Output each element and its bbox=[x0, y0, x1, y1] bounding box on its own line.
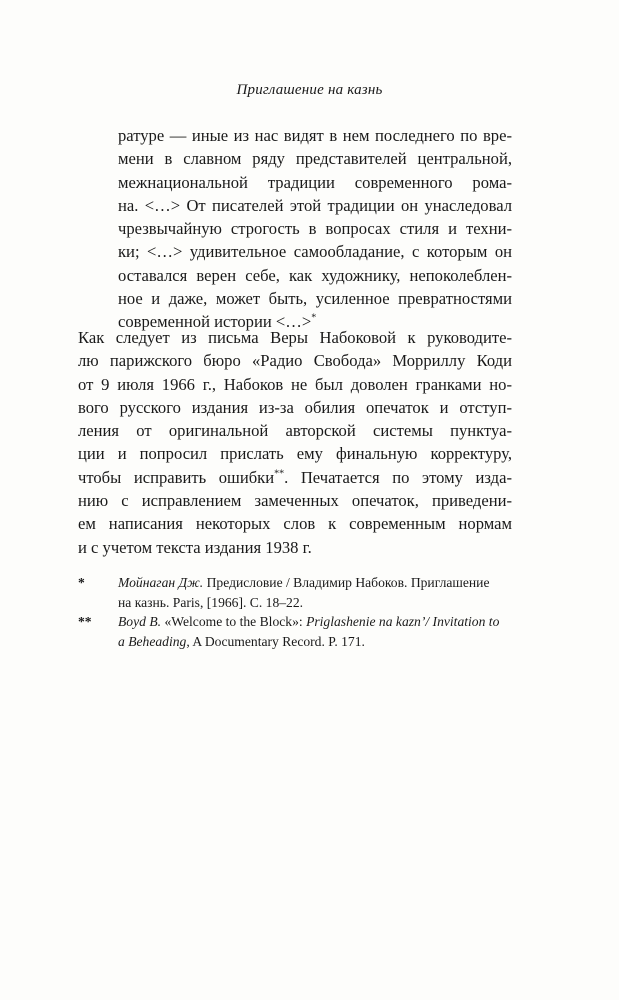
footnote-2-line2: , A Documentary Record. P. 171. bbox=[186, 633, 365, 649]
running-head: Приглашение на казнь bbox=[236, 82, 383, 98]
footnotes bbox=[78, 573, 512, 651]
footnote-2-text bbox=[118, 612, 512, 651]
body-line-2: лю парижского бюро «Радио Свобода» Морриллу Коди bbox=[78, 351, 512, 371]
footnote-2-mark: ** bbox=[78, 614, 92, 629]
quote-line-3: межнациональной традиции современного рома- bbox=[118, 172, 512, 192]
body-line-7 bbox=[78, 466, 512, 489]
footnote-1 bbox=[78, 573, 512, 612]
body-line-6: ции и попросил прислать ему финальную корректуру, bbox=[78, 444, 512, 464]
body-line-7-b: . Печатается по этому изда- bbox=[284, 467, 512, 487]
footnote-1-text bbox=[118, 573, 512, 612]
quote-line-7: оставался верен себе, как художнику, непоколеблен- bbox=[118, 265, 512, 285]
body-line-9: ем написания некоторых слов к современным нормам bbox=[78, 514, 512, 534]
quote-line-8: ное и даже, может быть, усиленное превратностями bbox=[118, 289, 512, 309]
footnote-2-title-a: Priglashenie na kazn’/ Invitation to bbox=[306, 614, 500, 629]
footnote-1-line1: Предисловие / Владимир Набоков. Приглашение bbox=[203, 575, 490, 590]
footnote-1-mark: * bbox=[78, 575, 85, 590]
quote-line-4: на. <…> От писателей этой традиции он унаследовал bbox=[118, 195, 512, 215]
footnote-ref-2[interactable]: ** bbox=[274, 468, 285, 480]
quote-line-5: чрезвычайную строгость в вопросах стиля и техни- bbox=[118, 219, 512, 239]
quote-line-6: ки; <…> удивительное самообладание, с которым он bbox=[118, 242, 512, 262]
body-paragraph bbox=[78, 326, 512, 559]
footnote-2-author: Boyd B. bbox=[118, 614, 162, 629]
quote-line-1-text: ратуре — иные из нас видят в нем последнего по вре- bbox=[118, 126, 512, 145]
body-line-4: вого русского издания из-за обилия опечаток и отступ- bbox=[78, 397, 512, 417]
body-line-3: от 9 июля 1966 г., Набоков не был доволен гранками но- bbox=[78, 374, 512, 394]
footnote-1-author: Мойнаган Дж. bbox=[118, 575, 204, 590]
footnote-2 bbox=[78, 612, 512, 651]
footnote-2-mid: «Welcome to the Block»: bbox=[161, 614, 307, 629]
body-line-7-a: чтобы исправить ошибки bbox=[78, 467, 275, 487]
body-line-1: Как следует из письма Веры Набоковой к руководите- bbox=[78, 328, 512, 347]
quote-line-9-text: современной истории <…> bbox=[118, 312, 312, 332]
body-line-8: нию с исправлением замеченных опечаток, приведени- bbox=[78, 491, 512, 511]
quote-line-1 bbox=[118, 124, 512, 147]
body-line-10: и с учетом текста издания 1938 г. bbox=[78, 537, 312, 557]
footnote-2-title-b: a Beheading bbox=[118, 633, 187, 649]
block-quote bbox=[118, 124, 512, 334]
quote-line-2: мени в славном ряду представителей центральной, bbox=[118, 149, 512, 169]
body-line-5: ления от оригинальной авторской системы пунктуа- bbox=[78, 421, 512, 441]
footnote-1-line2: на казнь. Paris, [1966]. С. 18–22. bbox=[118, 594, 304, 610]
footnote-ref-1[interactable]: * bbox=[311, 312, 317, 324]
